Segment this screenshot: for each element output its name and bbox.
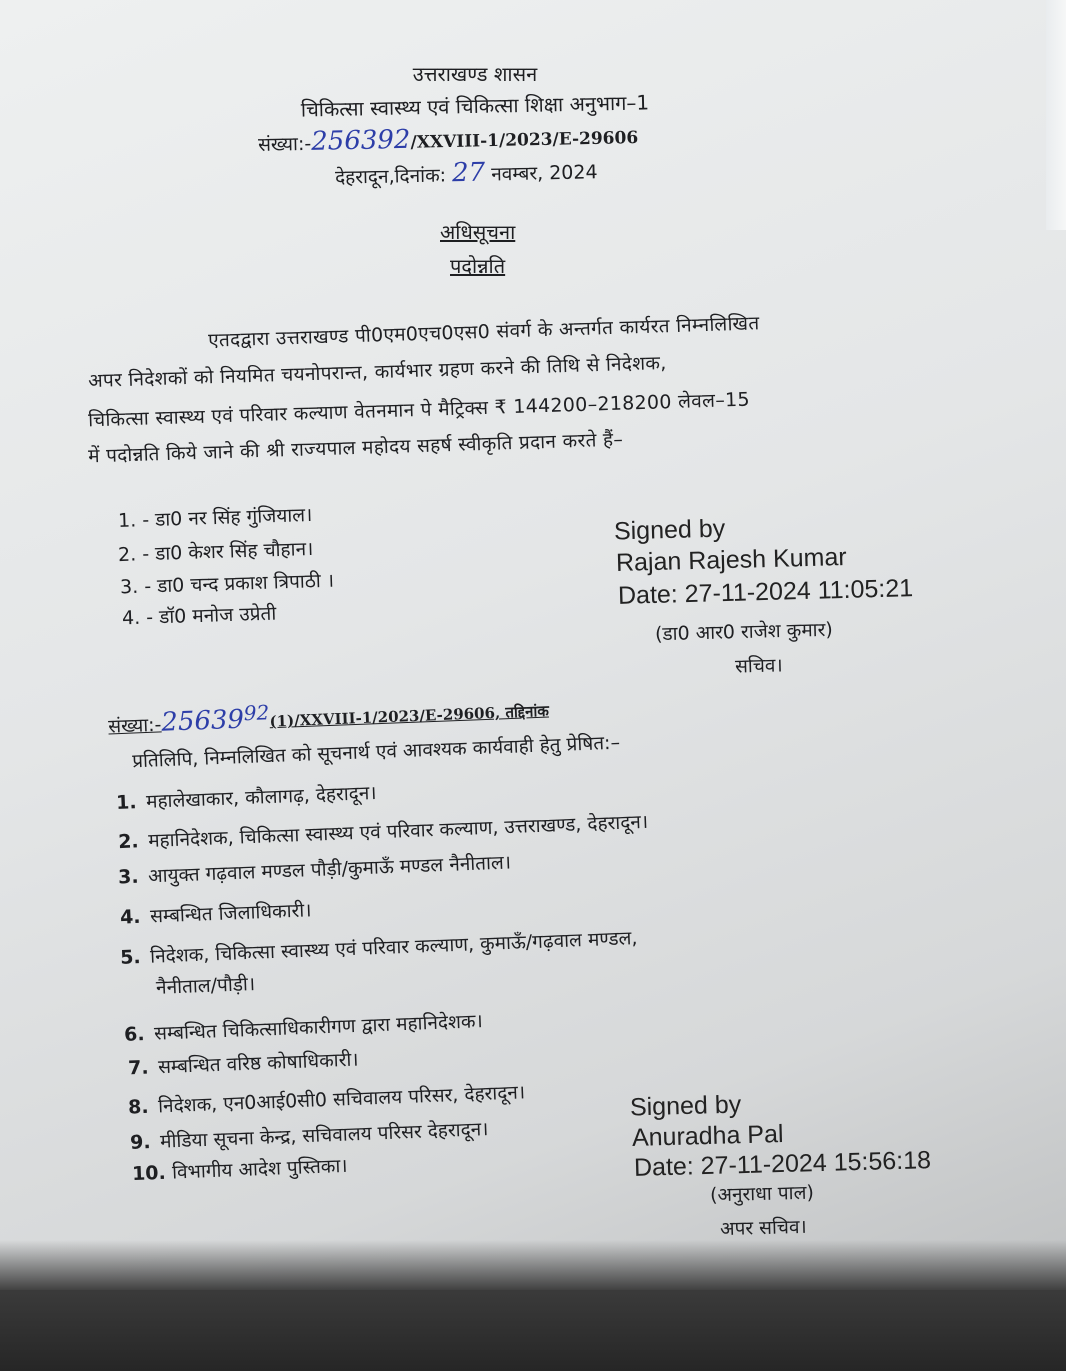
copy-handwritten-superscript: 92 [243, 700, 270, 726]
copy-item-number: 4. [119, 905, 141, 929]
page-edge [1046, 0, 1066, 230]
signature-2-date: Date: 27-11-2024 15:56:18 [633, 1146, 932, 1182]
promotee-item [122, 600, 277, 631]
promotee-item [118, 535, 314, 567]
promotee-name: - डा0 चन्द प्रकाश त्रिपाठी । [143, 569, 335, 598]
promotee-name: - डॉ0 मनोज उप्रेती [145, 602, 277, 629]
copy-list-item [120, 924, 638, 970]
copy-item-text: मीडिया सूचना केन्द्र, सचिवालय परिसर देहरादून। [159, 1118, 489, 1153]
promotion-subject: पदोन्नति [450, 254, 506, 278]
copy-item-number: 2. [117, 830, 140, 854]
copy-list-item [116, 779, 377, 815]
copy-item-text: सम्बन्धित चिकित्साधिकारीगण द्वारा महानिदेशक। [153, 1010, 484, 1045]
copy-list-item [128, 1046, 359, 1081]
copy-item-text: सम्बन्धित वरिष्ठ कोषाधिकारी। [157, 1048, 359, 1079]
copy-list-item [124, 1007, 484, 1047]
notification-title: अधिसूचना [440, 220, 516, 244]
letter-date [335, 155, 598, 190]
copy-item-text: सम्बन्धित जिलाधिकारी। [149, 899, 312, 928]
handwritten-date: 27 [451, 157, 486, 189]
copy-item-text: विभागीय आदेश पुस्तिका। [171, 1154, 348, 1184]
body-line-4: में पदोन्नति किये जाने की श्री राज्यपाल महोदय सहर्ष स्वीकृति प्रदान करते हैं– [87, 428, 624, 468]
copy-item-text: निदेशक, चिकित्सा स्वास्थ्य एवं परिवार कल्याण, कुमाऊँ/गढ़वाल मण्डल, [149, 927, 638, 968]
copy-item-text: आयुक्त गढ़वाल मण्डल पौड़ी/कुमाऊँ मण्डल नैनीताल। [147, 851, 512, 888]
signature-1-date: Date: 27-11-2024 11:05:21 [617, 574, 914, 610]
copy-list-item-continuation [156, 970, 256, 1000]
signature-1-name: Rajan Rajesh Kumar [615, 542, 847, 578]
copy-item-number: 7. [127, 1056, 149, 1080]
promotee-number: 1. [117, 509, 137, 533]
copy-item-number: 9. [129, 1131, 152, 1154]
government-heading: उत्तराखण्ड शासन [412, 62, 538, 86]
signature-2-signed-by: Signed by [629, 1090, 742, 1122]
promotee-number: 3. [119, 575, 139, 599]
promotee-item [120, 567, 335, 600]
copy-item-number: 8. [127, 1095, 150, 1119]
copy-list-item [130, 1115, 489, 1155]
letter-number [258, 120, 639, 158]
signature-1-hindi-name: (डा0 आर0 राजेश कुमार) [654, 618, 834, 646]
copy-item-text: निदेशक, एन0आई0सी0 सचिवालय परिसर, देहरादून। [157, 1081, 526, 1118]
copy-list-item [118, 808, 649, 854]
date-prefix: देहरादून,दिनांक: [334, 164, 447, 189]
signature-2-designation: अपर सचिव। [719, 1215, 808, 1241]
copy-item-text: महालेखाकार, कौलागढ़, देहरादून। [145, 782, 377, 813]
signature-2-hindi-name: (अनुराधा पाल) [709, 1181, 815, 1207]
copy-number-suffix: (1)/XXVIII-1/2023/E-29606, तद्दिनांक [269, 701, 550, 731]
promotee-item [118, 501, 313, 533]
body-line-1: एतदद्वारा उत्तराखण्ड पी0एम0एच0एस0 संवर्ग के अन्तर्गत कार्यरत निम्नलिखित [207, 312, 760, 352]
copy-number [108, 690, 550, 740]
copy-intro: प्रतिलिपि, निम्नलिखित को सूचनार्थ एवं आवश्यक कार्यवाही हेतु प्रेषित:– [131, 731, 621, 773]
copy-list-item [118, 848, 512, 889]
copy-number-label: संख्या:- [107, 713, 162, 738]
number-suffix: /XXVIII-1/2023/E-29606 [410, 128, 639, 153]
copy-item-number: 5. [119, 946, 142, 969]
copy-item-number: 10. [131, 1161, 167, 1186]
photo-shadow [0, 1240, 1066, 1371]
date-suffix: नवम्बर, 2024 [491, 161, 598, 186]
handwritten-number: 256392 [310, 124, 411, 157]
promotee-number: 4. [121, 606, 141, 630]
signature-2-name: Anuradha Pal [631, 1120, 784, 1152]
copy-list-item [128, 1078, 526, 1119]
body-line-3: चिकित्सा स्वास्थ्य एवं परिवार कल्याण वेतनमान पे मैट्रिक्स ₹ 144200–218200 लेवल–15 [87, 388, 751, 432]
copy-item-number: 3. [117, 865, 140, 889]
copy-item-number: 6. [123, 1023, 146, 1046]
copy-list-item [132, 1152, 348, 1186]
promotee-name: - डा0 केशर सिंह चौहान। [141, 537, 314, 566]
copy-item-number: 1. [115, 791, 137, 814]
body-line-2: अपर निदेशकों को नियमित चयनोपरान्त, कार्यभार ग्रहण करने की तिथि से निदेशक, [87, 351, 667, 393]
copy-item-text: नैनीताल/पौड़ी। [155, 973, 256, 999]
copy-list-item [120, 896, 312, 929]
signature-1-signed-by: Signed by [613, 514, 726, 546]
signature-1-designation: सचिव। [734, 654, 783, 678]
department-heading: चिकित्सा स्वास्थ्य एवं चिकित्सा शिक्षा अनुभाग–1 [300, 90, 650, 122]
promotee-name: - डा0 नर सिंह गुंजियाल। [141, 503, 313, 532]
number-label: संख्या:- [257, 132, 312, 156]
copy-item-text: महानिदेशक, चिकित्सा स्वास्थ्य एवं परिवार कल्याण, उत्तराखण्ड, देहरादून। [147, 810, 649, 853]
copy-handwritten-number: 25639 [160, 704, 245, 738]
promotee-number: 2. [117, 543, 137, 567]
